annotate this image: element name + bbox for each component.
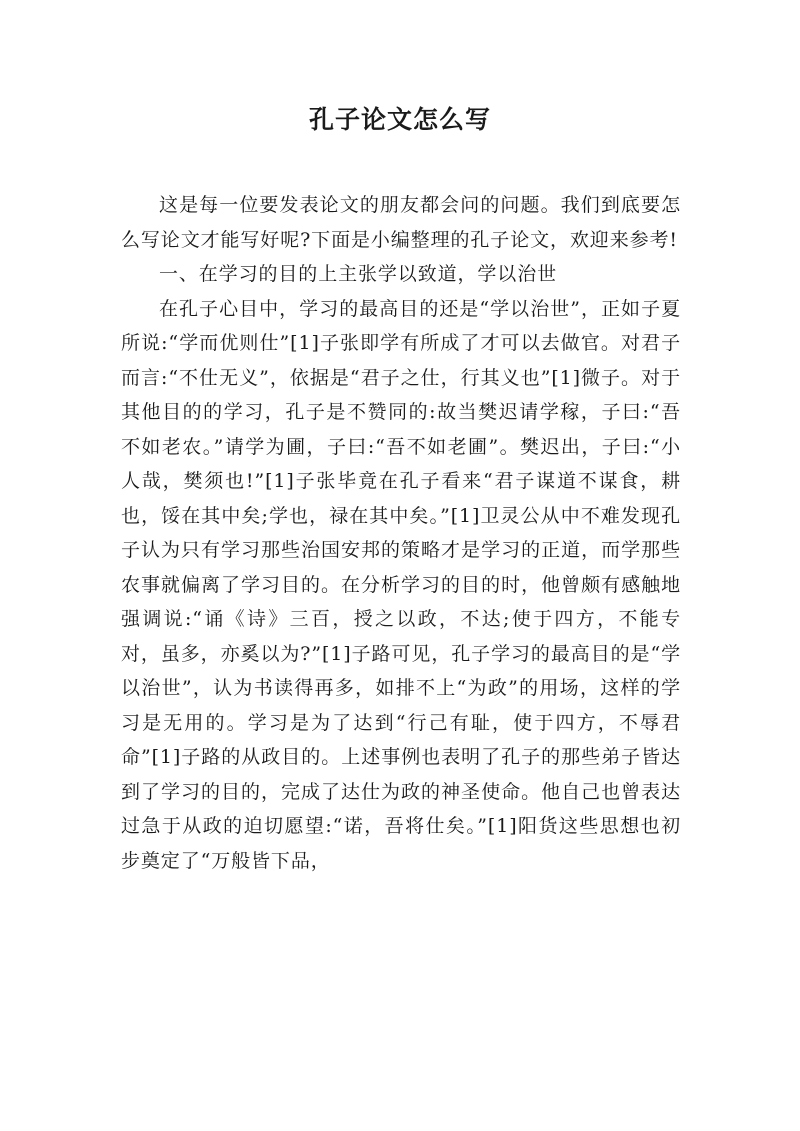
section-heading: 一、在学习的目的上主张学以致道，学以治世 xyxy=(159,263,558,285)
document-body xyxy=(121,188,681,878)
paragraph-main: 在孔子心目中，学习的最高目的还是“学以治世”，正如子夏所说:“学而优则仕”[1]子张即学有所成了才可以去做官。对君子而言:“不仕无义”，依据是“君子之仕，行其义也”[1]微子。对于其他目的的学习，孔子是不赞同的:故当樊迟请学稼，子曰:“吾不如老农。”请学为圃，子曰:“吾不如老圃”。樊迟出，子曰:“小人哉，樊须也!”[1]子张毕竟在孔子看来“君子谋道不谋食，耕也，馁在其中矣;学也，禄在其中矣。”[1]卫灵公从中不难发现孔子认为只有学习那些治国安邦的策略才是学习的正道，而学那些农事就偏离了学习目的。在分析学习的目的时，他曾颇有感触地强调说:“诵《诗》三百，授之以政，不达;使于四方，不能专对，虽多，亦奚以为?”[1]子路可见，孔子学习的最高目的是“学以治世”，认为书读得再多，如排不上“为政”的用场，这样的学习是无用的。学习是为了达到“行己有耻，使于四方，不辱君命”[1]子路的从政目的。上述事例也表明了孔子的那些弟子皆达到了学习的目的，完成了达仕为政的神圣使命。他自己也曾表达过急于从政的迫切愿望:“诺，吾将仕矣。”[1]阳货这些思想也初步奠定了“万般皆下品， xyxy=(121,297,681,872)
document-title: 孔子论文怎么写 xyxy=(308,105,491,134)
paragraph-intro: 这是每一位要发表论文的朋友都会问的问题。我们到底要怎么写论文才能写好呢?下面是小编整理的孔子论文，欢迎来参考! xyxy=(121,194,681,251)
